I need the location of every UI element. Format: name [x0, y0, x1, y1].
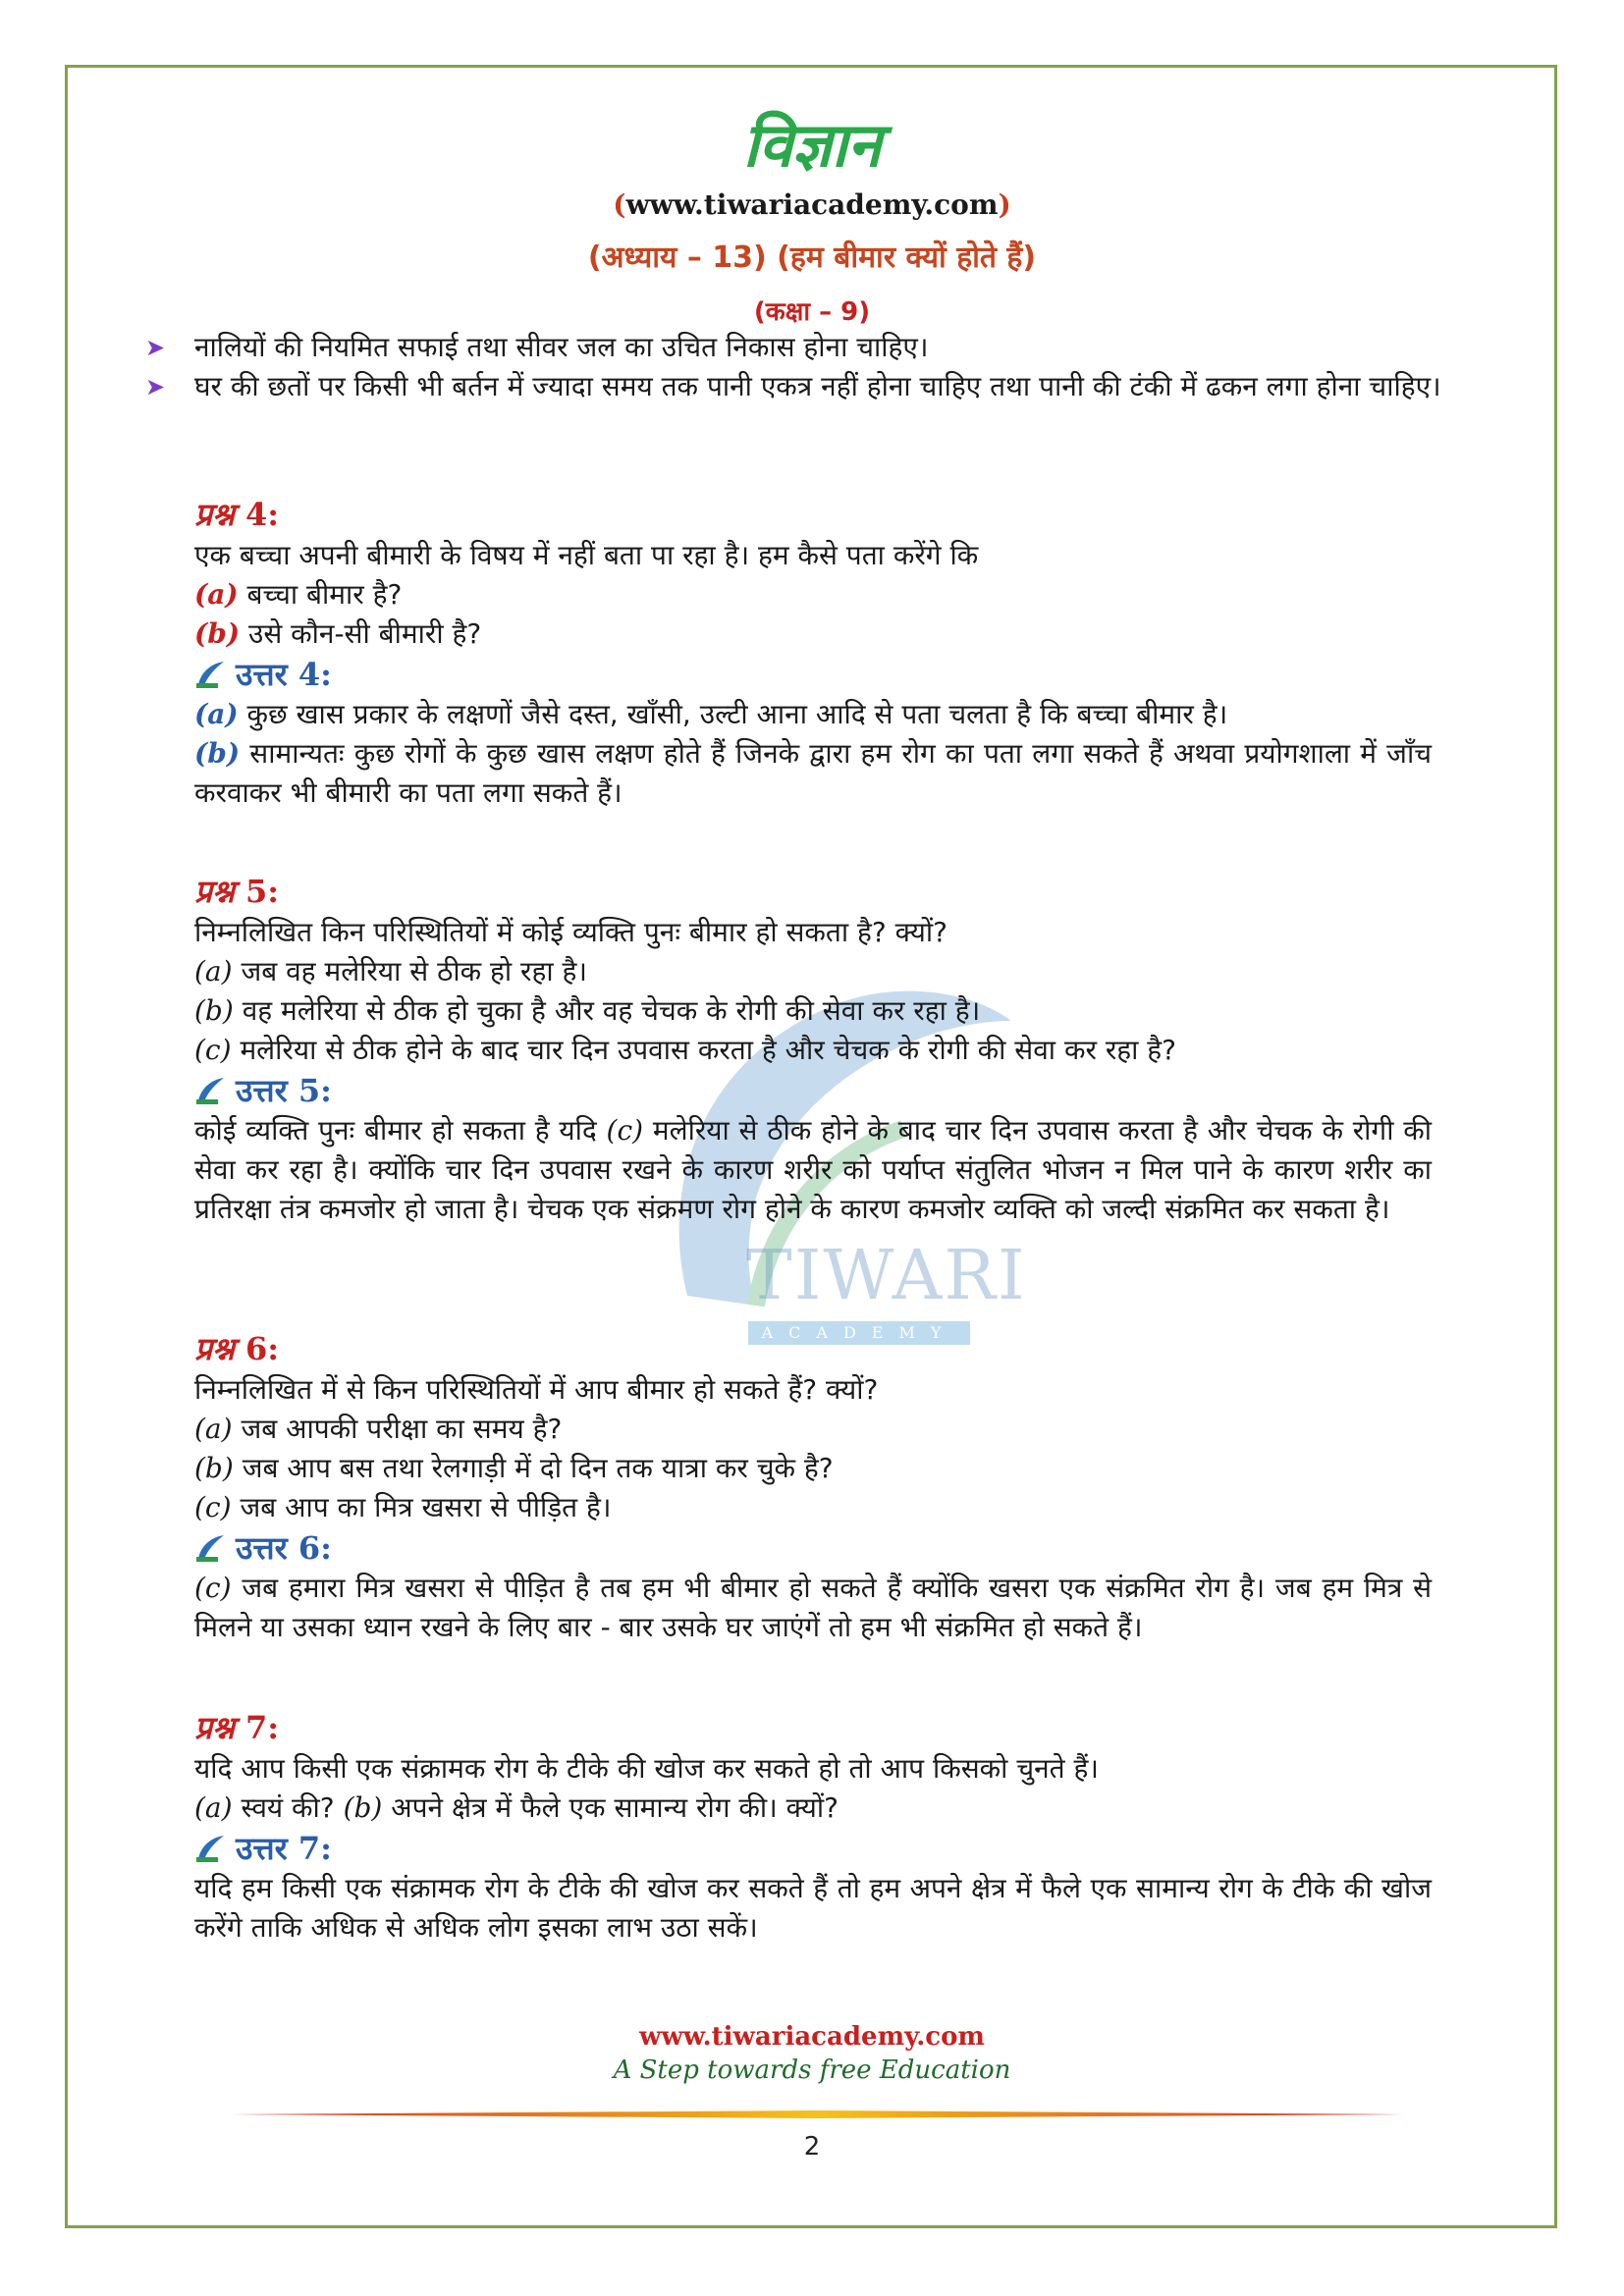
- page-title: विज्ञान: [742, 109, 882, 181]
- answer-4-a: (a) कुछ खास प्रकार के लक्षणों जैसे दस्त, खाँसी, उल्टी आना आदि से पता चलता है कि बच्चा बीमार है।: [194, 698, 1228, 730]
- bullet-text: नालियों की नियमित सफाई तथा सीवर जल का उचित निकास होना चाहिए।: [194, 331, 929, 363]
- question-4-block: [194, 493, 1432, 813]
- answer-5-text: कोई व्यक्ति पुनः बीमार हो सकता है यदि (c) मलेरिया से ठीक होने के बाद चार दिन उपवास करता है और चेचक के रोगी की सेवा कर रहा है। क्योंकि चार दिन उपवास रखने के कारण शरीर को पर्याप्त संतुलित भोजन न मिल पाने के कारण शरीर का प्रतिरक्षा तंत्र कमजोर हो जाता है। चेचक एक संक्रमण रोग होने के कारण कमजोर व्यक्ति को जल्दी संक्रमित कर सकता है।: [194, 1114, 1432, 1225]
- watermark-name: TIWARI: [746, 1235, 1027, 1315]
- question-5-heading: प्रश्न 5:: [194, 873, 280, 910]
- class-label: (कक्षा – 9): [753, 297, 871, 327]
- list-item: [98, 328, 1528, 367]
- page-number: 2: [803, 2132, 821, 2162]
- answer-4-heading: उत्तर 4:: [194, 654, 1432, 695]
- question-6-heading: प्रश्न 6:: [194, 1330, 280, 1367]
- question-7-heading: प्रश्न 7:: [194, 1709, 280, 1746]
- pen-logo-icon: [194, 1533, 228, 1563]
- answer-4-b: (b) सामान्यतः कुछ रोगों के कुछ खास लक्षण होते हैं जिनके द्वारा हम रोग का पता लगा सकते हैं अथवा प्रयोगशाला में जाँच करवाकर भी बीमारी का पता लगा सकते हैं।: [194, 737, 1432, 809]
- pen-logo-icon: [194, 1834, 228, 1863]
- question-5-option-b: (b) वह मलेरिया से ठीक हो चुका है और वह चेचक के रोगी की सेवा कर रहा है।: [194, 994, 981, 1027]
- question-6-option-b: (b) जब आप बस तथा रेलगाड़ी में दो दिन तक यात्रा कर चुके है?: [194, 1452, 834, 1484]
- question-4-heading: प्रश्न 4:: [194, 496, 280, 533]
- question-5-text: निम्नलिखित किन परिस्थितियों में कोई व्यक्ति पुनः बीमार हो सकता है? क्यों?: [194, 916, 948, 948]
- question-7-options: (a) स्वयं की? (b) अपने क्षेत्र में फैले एक सामान्य रोग की। क्यों?: [194, 1791, 839, 1824]
- header-site: (www.tiwariacademy.com): [613, 188, 1011, 221]
- arrow-bullet-icon: ➤: [145, 373, 166, 400]
- question-5-block: [194, 870, 1432, 1229]
- question-4-option-b: (b) उसे कौन-सी बीमारी है?: [194, 617, 482, 650]
- bullet-text: घर की छतों पर किसी भी बर्तन में ज्यादा समय तक पानी एकत्र नहीं होना चाहिए तथा पानी की टंकी में ढकन लगा होना चाहिए।: [194, 370, 1441, 402]
- header-site-link[interactable]: www.tiwariacademy.com: [625, 188, 999, 221]
- list-item: [98, 367, 1528, 406]
- question-4-text: एक बच्चा अपनी बीमारी के विषय में नहीं बता पा रहा है। हम कैसे पता करेंगे कि: [194, 539, 979, 571]
- question-5-option-a: (a) जब वह मलेरिया से ठीक हो रहा है।: [194, 955, 588, 988]
- pen-logo-icon: [194, 1076, 228, 1105]
- chapter-heading: (अध्याय – 13) (हम बीमार क्यों होते हैं): [587, 240, 1037, 275]
- bullet-list: [145, 328, 1441, 406]
- pen-logo-icon: [194, 660, 228, 689]
- question-7-text: यदि आप किसी एक संक्रामक रोग के टीके की खोज कर सकते हो तो आप किसको चुनते हैं।: [194, 1752, 1099, 1785]
- question-6-text: निम्नलिखित में से किन परिस्थितियों में आप बीमार हो सकते हैं? क्यों?: [194, 1373, 879, 1406]
- answer-5-heading: उत्तर 5:: [194, 1070, 1432, 1111]
- question-6-option-c: (c) जब आप का मित्र खसरा से पीड़ित है।: [194, 1491, 612, 1523]
- question-6-block: [194, 1327, 1432, 1647]
- question-6-option-a: (a) जब आपकी परीक्षा का समय है?: [194, 1413, 563, 1445]
- answer-7-heading: उत्तर 7:: [194, 1828, 1432, 1869]
- answer-6-text: (c) जब हमारा मित्र खसरा से पीड़ित है तब हम भी बीमार हो सकते हैं क्योंकि खसरा एक संक्रमित रोग है। जब हम मित्र से मिलने या उसका ध्यान रखने के लिए बार - बार उसके घर जाएंगें तो हम भी संक्रमित हो सकते हैं।: [194, 1572, 1432, 1643]
- question-4-option-a: (a) बच्चा बीमार है?: [194, 578, 403, 611]
- answer-7-text: यदि हम किसी एक संक्रामक रोग के टीके की खोज कर सकते हैं तो हम अपने क्षेत्र में फैले एक सामान्य रोग के टीके की खोज करेंगे ताकि अधिक से अधिक लोग इसका लाभ उठा सकें।: [194, 1872, 1432, 1944]
- answer-6-heading: उत्तर 6:: [194, 1527, 1432, 1569]
- footer-tagline: A Step towards free Education: [613, 2056, 1011, 2085]
- question-5-option-c: (c) मलेरिया से ठीक होने के बाद चार दिन उपवास करता है और चेचक के रोगी की सेवा कर रहा है?: [194, 1034, 1177, 1066]
- footer-divider: [230, 2110, 1404, 2118]
- question-7-block: [194, 1706, 1432, 1948]
- arrow-bullet-icon: ➤: [145, 334, 166, 361]
- watermark-sub: ACADEMY: [748, 1321, 970, 1345]
- footer-site-link[interactable]: www.tiwariacademy.com: [639, 2022, 985, 2052]
